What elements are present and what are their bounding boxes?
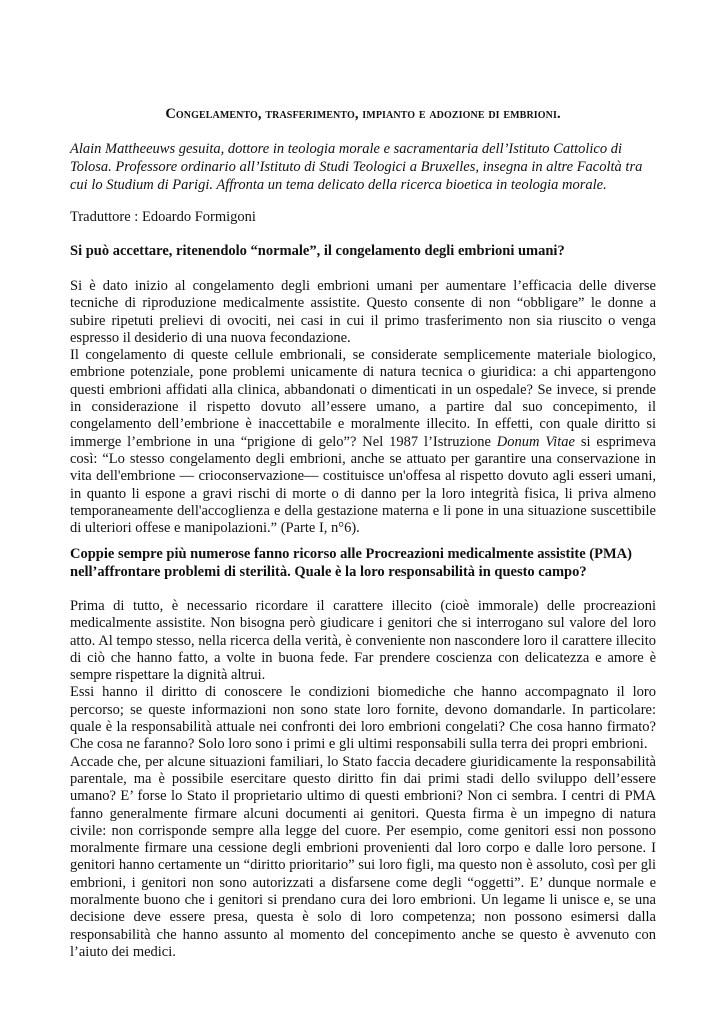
answer-1-p2-text-a: Il congelamento di queste cellule embrionali, se considerate semplicemente materiale biologico, embrione potenziale, pone problemi unicamente di natura tecnica o giuridica: a chi appartengono questi embrioni affidati alla clinica, abbandonati o dimenticati in un ospedale? Se invece, si prende in considerazione il rispetto dovuto all’essere umano, a partire dal suo concepimento, il congelamento dell’embrione è inaccettabile e moralmente illecito. In effetti, con quale diritto si immerge l’embrione in una “prigione di gelo”? Nel 1987 l’Istruzione — [70, 347, 656, 450]
answer-2-paragraph: Accade che, per alcune situazioni familiari, lo Stato faccia decadere giuridicamente la responsabilità parentale, ma è possibile esercitare questo diritto fin dai primi stadi dello sviluppo dell’essere umano? E’ forse lo Stato il proprietario ultimo di questi embrioni? Non ci sembra. I centri di PMA fanno generalmente firmare alcuni documenti ai genitori. Questa firma è un impegno di natura civile: non corrisponde sempre alla legge del cuore. Per esempio, come genitori essi non possono moralmente firmare una cessione degli embrioni provenienti dal loro corpo e dalle loro persone. I genitori hanno certamente un “diritto prioritario” sui loro figli, ma questo non è assoluto, così per gli embrioni, i genitori non sono autorizzati a disfarsene come degli “oggetti”. E’ dunque normale e moralmente buono che i genitori si prendano cura dei loro embrioni. Un legame li unisce e, se una decisione deve essere presa, questa è solo di loro competenza; non possono esimersi dalla responsabilità che hanno assunto al momento del concepimento anche se questo è avvenuto con l’aiuto dei medici. — [70, 753, 656, 960]
answer-2 — [70, 598, 656, 961]
donum-vitae-title: Donum Vitae — [496, 433, 575, 450]
answer-2-paragraph: Prima di tutto, è necessario ricordare il carattere illecito (cioè immorale) delle procreazioni medicalmente assistite. Non bisogna però giudicare i genitori che si interrogano sul valore del loro atto. Al tempo stesso, nella ricerca della verità, è conveniente non nascondere loro il carattere illecito di ciò che hanno fatto, a volte in buona fede. Far prendere coscienza con delicatezza e amore è sempre rispettare la dignità altrui. — [70, 598, 656, 684]
author-intro: Alain Mattheeuws gesuita, dottore in teologia morale e sacramentaria dell’Istituto Cattolico di Tolosa. Professore ordinario all’Istituto di Studi Teologici a Bruxelles, insegna in altre Facoltà tra cui lo Studium di Parigi. Affronta un tema delicato della ricerca bioetica in teologia morale. — [70, 141, 643, 193]
answer-1 — [70, 278, 656, 537]
answer-1-p2-text-b: si esprimeva così: “Lo stesso congelamento degli embrioni, anche se attuato per garantire una conservazione in vita dell'embrione — crioconservazione— costituisce un'offesa al rispetto dovuto agli esseri umani, in quanto li espone a gravi rischi di morte o di danno per la loro integrità fisica, li priva almeno temporaneamente dell'accoglienza e della gestazione materna e li pone in una situazione suscettibile di ulteriori offese e manipolazioni.” (Parte I, n°6). — [70, 433, 656, 537]
question-heading-1: Si può accettare, ritenendolo “normale”, il congelamento degli embrioni umani? — [70, 243, 565, 259]
answer-1-paragraph: Si è dato inizio al congelamento degli embrioni umani per aumentare l’efficacia delle diverse tecniche di riproduzione medicalmente assistite. Questo consente di non “obbligare” le donne a subire ripetuti prelievi di ovociti, nei casi in cui il primo trasferimento non sia riuscito o venga espresso il desiderio di una nuova fecondazione. — [70, 278, 656, 346]
answer-1-paragraph-2 — [70, 347, 656, 537]
document-title: Congelamento, trasferimento, impianto e adozione di embrioni. — [165, 106, 561, 122]
question-heading-2: Coppie sempre più numerose fanno ricorso alle Procreazioni medicalmente assistite (PMA) nell’affrontare problemi di sterilità. Quale è la loro responsabilità in questo campo? — [70, 546, 632, 580]
answer-2-paragraph: Essi hanno il diritto di conoscere le condizioni biomediche che hanno accompagnato il loro percorso; se queste informazioni non sono state loro fornite, devono domandarle. In particolare: quale è la responsabilità attuale nei confronti dei loro embrioni congelati? Che cosa hanno firmato? Che cosa ne faranno? Solo loro sono i primi e gli ultimi responsabili sulla terra dei propri embrioni. — [70, 684, 656, 753]
translator-line: Traduttore : Edoardo Formigoni — [70, 209, 256, 225]
